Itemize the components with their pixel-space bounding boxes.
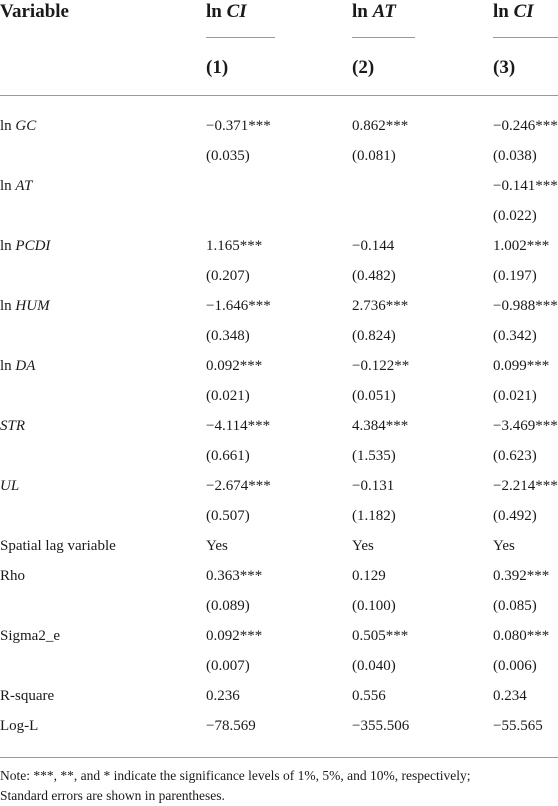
value-cell-col2: 0.862*** [352,118,409,134]
row-label-text: Spatial lag variable [0,538,116,554]
note-line-1: Note: ***, **, and * indicate the significance levels of 1%, 5%, and 10%, respectively; [0,768,471,783]
row-variable-label [0,231,50,261]
column-1-prefix: ln [206,1,227,22]
table-row [0,591,558,621]
value-cell-col2: (0.100) [352,598,396,614]
value-cell-col1: 0.092*** [206,628,263,644]
value-cell-col3: (0.197) [493,268,537,284]
row-variable-label [0,711,38,741]
value-cell-col3: 0.099*** [493,358,550,374]
table-row [0,621,558,651]
value-cell-col2: 2.736*** [352,298,409,314]
table-note [0,766,558,806]
value-cell-col2: −0.131 [352,478,395,494]
value-cell-col3: (0.342) [493,328,537,344]
column-3-header [493,0,534,24]
table-row [0,351,558,381]
table-row [0,531,558,561]
row-label-text: R-square [0,688,55,704]
row-variable-name: HUM [15,298,50,314]
row-variable-label [0,561,25,591]
table-row [0,201,558,231]
value-cell-col3: (0.038) [493,148,537,164]
value-cell-col2: (1.182) [352,508,396,524]
column-3-prefix: ln [493,1,514,22]
value-cell-col3: 0.080*** [493,628,550,644]
value-cell-col3: −3.469*** [493,418,558,434]
header-rule [0,95,558,96]
value-cell-col3: −0.141*** [493,178,558,194]
row-variable-label [0,171,32,201]
value-cell-col1: (0.348) [206,328,250,344]
row-label-text: Log-L [0,718,39,734]
value-cell-col3: (0.623) [493,448,537,464]
row-label-text: Rho [0,568,26,584]
table-row [0,111,558,141]
column-3-number: (3) [493,57,516,78]
row-variable-label [0,681,54,711]
value-cell-col3: −2.214*** [493,478,558,494]
table-row [0,681,558,711]
row-variable-label [0,111,36,141]
value-cell-col1: (0.021) [206,388,250,404]
value-cell-col2: (0.051) [352,388,396,404]
row-variable-label [0,411,25,441]
variable-column-header: Variable [0,1,69,22]
row-variable-name: DA [15,358,36,374]
value-cell-col1: Yes [206,538,228,554]
table-row [0,381,558,411]
value-cell-col1: (0.661) [206,448,250,464]
value-cell-col3: (0.492) [493,508,537,524]
row-log-prefix: ln [0,178,16,194]
value-cell-col3: 0.234 [493,688,527,704]
table-row [0,651,558,681]
table-row [0,141,558,171]
table-row [0,501,558,531]
row-log-prefix: ln [0,238,16,254]
value-cell-col2: (1.535) [352,448,396,464]
row-variable-name: AT [15,178,33,194]
column-2-prefix: ln [352,1,373,22]
value-cell-col2: (0.482) [352,268,396,284]
row-variable-name: GC [15,118,37,134]
column-2-header [352,0,396,24]
value-cell-col3: 0.392*** [493,568,550,584]
value-cell-col2: 4.384*** [352,418,409,434]
row-log-prefix: ln [0,358,16,374]
table-row [0,471,558,501]
table-row [0,231,558,261]
value-cell-col1: −1.646*** [206,298,271,314]
row-label-text: Sigma2_e [0,628,60,644]
row-variable-label [0,531,116,561]
row-variable-name: PCDI [15,238,51,254]
value-cell-col1: 0.236 [206,688,240,704]
note-line-2: Standard errors are shown in parentheses. [0,788,225,803]
row-variable-name: UL [0,478,20,494]
value-cell-col1: 1.165*** [206,238,263,254]
table-row [0,321,558,351]
table-row [0,291,558,321]
value-cell-col3: (0.022) [493,208,537,224]
value-cell-col1: (0.007) [206,658,250,674]
column-1-var: CI [226,1,247,22]
bottom-rule [0,757,558,758]
column-2-number: (2) [352,57,375,78]
row-log-prefix: ln [0,298,16,314]
column-2-var: AT [372,1,396,22]
column-1-number: (1) [206,57,229,78]
value-cell-col1: −4.114*** [206,418,271,434]
value-cell-col1: (0.207) [206,268,250,284]
value-cell-col1: −2.674*** [206,478,271,494]
table-row [0,561,558,591]
value-cell-col3: −0.246*** [493,118,558,134]
value-cell-col3: (0.006) [493,658,537,674]
value-cell-col1: (0.507) [206,508,250,524]
value-cell-col1: (0.089) [206,598,250,614]
row-log-prefix: ln [0,118,16,134]
value-cell-col1: (0.035) [206,148,250,164]
value-cell-col2: (0.081) [352,148,396,164]
row-variable-label [0,291,50,321]
table-row [0,711,558,741]
value-cell-col2: 0.556 [352,688,386,704]
column-3-underline [493,37,558,38]
table-row [0,441,558,471]
column-3-var: CI [513,1,534,22]
value-cell-col3: −0.988*** [493,298,558,314]
column-1-header [206,0,247,24]
table-row [0,261,558,291]
table-row [0,411,558,441]
value-cell-col2: (0.040) [352,658,396,674]
value-cell-col2: −355.506 [352,718,410,734]
column-2-underline [352,37,415,38]
column-1-underline [206,37,275,38]
value-cell-col2: −0.144 [352,238,395,254]
row-variable-label [0,351,35,381]
row-variable-label [0,621,60,651]
value-cell-col2: 0.129 [352,568,386,584]
table-row [0,171,558,201]
value-cell-col2: −0.122** [352,358,410,374]
value-cell-col3: Yes [493,538,515,554]
value-cell-col2: 0.505*** [352,628,409,644]
value-cell-col1: −0.371*** [206,118,271,134]
value-cell-col3: (0.021) [493,388,537,404]
row-variable-name: STR [0,418,26,434]
value-cell-col2: (0.824) [352,328,396,344]
value-cell-col3: 1.002*** [493,238,550,254]
value-cell-col1: −78.569 [206,718,256,734]
value-cell-col3: (0.085) [493,598,537,614]
value-cell-col1: 0.092*** [206,358,263,374]
value-cell-col3: −55.565 [493,718,543,734]
value-cell-col2: Yes [352,538,374,554]
row-variable-label [0,471,19,501]
value-cell-col1: 0.363*** [206,568,263,584]
